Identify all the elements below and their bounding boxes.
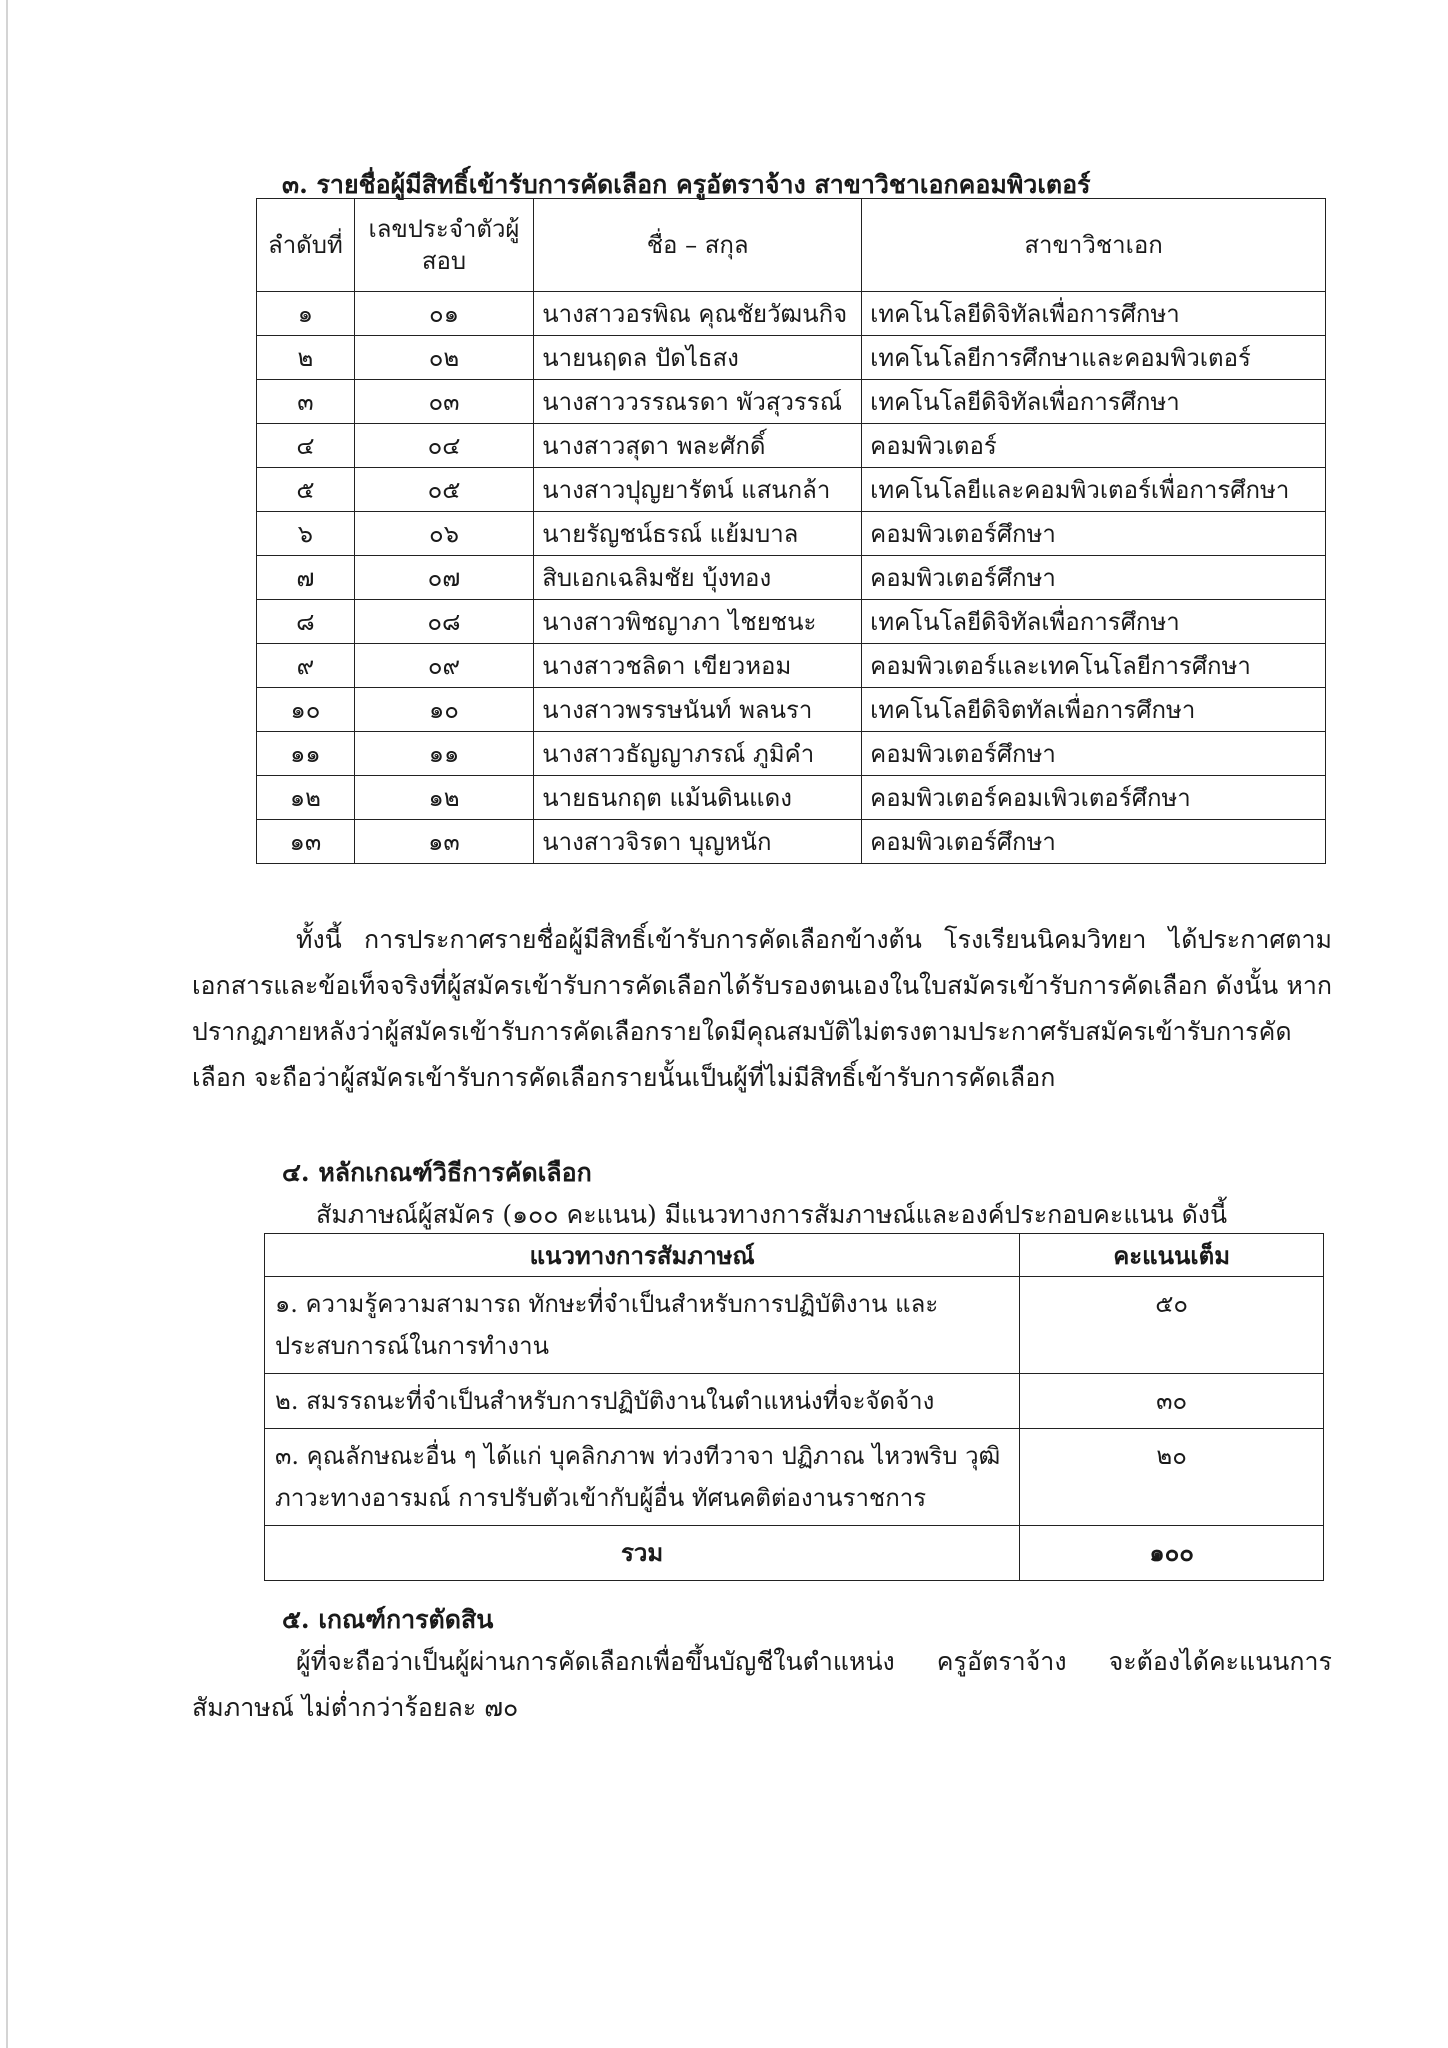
col-header-full-score: คะแนนเต็ม [1020, 1234, 1324, 1277]
criteria-score: ๕๐ [1020, 1277, 1324, 1374]
section4-intro: สัมภาษณ์ผู้สมัคร (๑๐๐ คะแนน) มีแนวทางการสัมภาษณ์และองค์ประกอบคะแนน ดังนี้ [316, 1200, 1228, 1229]
cell-order: ๔ [257, 424, 355, 468]
notice-text: ทั้งนี้ การประกาศรายชื่อผู้มีสิทธิ์เข้ารับการคัดเลือกข้างต้น โรงเรียนนิคมวิทยา ได้ประกาศตามเอกสารและข้อเท็จจริงที่ผู้สมัครเข้ารับการคัดเลือกได้รับรองตนเองในใบสมัครเข้ารับการคัดเลือก ดังนั้น หากปรากฏภายหลังว่าผู้สมัครเข้ารับการคัดเลือกรายใดมีคุณสมบัติไม่ตรงตามประกาศรับสมัครเข้ารับการคัดเลือก จะถือว่าผู้สมัครเข้ารับการคัดเลือกรายนั้นเป็นผู้ที่ไม่มีสิทธิ์เข้ารับการคัดเลือก [192, 925, 1332, 1092]
cell-order: ๑๑ [257, 732, 355, 776]
cell-order: ๕ [257, 468, 355, 512]
table-row [257, 292, 1326, 336]
cell-exam-id: ๐๕ [354, 468, 533, 512]
col-header-guideline: แนวทางการสัมภาษณ์ [265, 1234, 1020, 1277]
cell-major: คอมพิวเตอร์ศึกษา [862, 512, 1326, 556]
cell-exam-id: ๑๒ [354, 776, 533, 820]
cell-order: ๑๓ [257, 820, 355, 864]
section3-heading: ๓. รายชื่อผู้มีสิทธิ์เข้ารับการคัดเลือก ครูอัตราจ้าง สาขาวิชาเอกคอมพิวเตอร์ [282, 170, 1091, 199]
criteria-text: ๓. คุณลักษณะอื่น ๆ ได้แก่ บุคลิกภาพ ท่วงทีวาจา ปฏิภาณ ไหวพริบ วุฒิภาวะทางอารมณ์ การปรับตัวเข้ากับผู้อื่น ทัศนคติต่องานราชการ [265, 1429, 1020, 1526]
cell-order: ๑๐ [257, 688, 355, 732]
criteria-table [264, 1233, 1324, 1581]
scan-left-edge [6, 0, 8, 2048]
col-header-order: ลำดับที่ [257, 199, 355, 292]
cell-exam-id: ๐๖ [354, 512, 533, 556]
table-row [257, 336, 1326, 380]
cell-name: นางสาววรรณรดา พัวสุวรรณ์ [534, 380, 862, 424]
table-row [257, 644, 1326, 688]
cell-major: คอมพิวเตอร์คอมเพิวเตอร์ศึกษา [862, 776, 1326, 820]
cell-name: นางสาวพรรษนันท์ พลนรา [534, 688, 862, 732]
criteria-score: ๒๐ [1020, 1429, 1324, 1526]
table-row [257, 688, 1326, 732]
criteria-row [265, 1277, 1324, 1374]
cell-exam-id: ๐๘ [354, 600, 533, 644]
cell-major: คอมพิวเตอร์ศึกษา [862, 732, 1326, 776]
candidate-table-body [257, 292, 1326, 864]
total-label: รวม [265, 1526, 1020, 1581]
section5-paragraph [192, 1639, 1332, 1731]
col-header-major: สาขาวิชาเอก [862, 199, 1326, 292]
cell-name: นางสาวสุดา พละศักดิ์ [534, 424, 862, 468]
cell-order: ๓ [257, 380, 355, 424]
cell-exam-id: ๐๓ [354, 380, 533, 424]
table-row [257, 556, 1326, 600]
criteria-score: ๓๐ [1020, 1374, 1324, 1429]
table-row [257, 468, 1326, 512]
cell-order: ๑ [257, 292, 355, 336]
criteria-row [265, 1374, 1324, 1429]
criteria-text: ๒. สมรรถนะที่จำเป็นสำหรับการปฏิบัติงานในตำแหน่งที่จะจัดจ้าง [265, 1374, 1020, 1429]
cell-major: คอมพิวเตอร์และเทคโนโลยีการศึกษา [862, 644, 1326, 688]
cell-exam-id: ๑๓ [354, 820, 533, 864]
cell-major: เทคโนโลยีการศึกษาและคอมพิวเตอร์ [862, 336, 1326, 380]
cell-major: คอมพิวเตอร์ศึกษา [862, 820, 1326, 864]
criteria-table-body [265, 1277, 1324, 1526]
cell-name: นางสาวธัญญาภรณ์ ภูมิคำ [534, 732, 862, 776]
table-row [257, 600, 1326, 644]
col-header-name: ชื่อ – สกุล [534, 199, 862, 292]
col-header-exam-id: เลขประจำตัวผู้สอบ [354, 199, 533, 292]
cell-major: เทคโนโลยีดิจิทัลเพื่อการศึกษา [862, 380, 1326, 424]
cell-order: ๘ [257, 600, 355, 644]
table-row [257, 380, 1326, 424]
cell-major: เทคโนโลยีดิจิตทัลเพื่อการศึกษา [862, 688, 1326, 732]
criteria-text: ๑. ความรู้ความสามารถ ทักษะที่จำเป็นสำหรับการปฏิบัติงาน และประสบการณ์ในการทำงาน [265, 1277, 1020, 1374]
cell-exam-id: ๐๑ [354, 292, 533, 336]
cell-exam-id: ๑๑ [354, 732, 533, 776]
table-row [257, 776, 1326, 820]
cell-major: คอมพิวเตอร์ศึกษา [862, 556, 1326, 600]
cell-name: นางสาวอรพิณ คุณชัยวัฒนกิจ [534, 292, 862, 336]
cell-major: เทคโนโลยีและคอมพิวเตอร์เพื่อการศึกษา [862, 468, 1326, 512]
cell-exam-id: ๐๒ [354, 336, 533, 380]
cell-major: เทคโนโลยีดิจิทัลเพื่อการศึกษา [862, 292, 1326, 336]
cell-name: นางสาวพิชญาภา ไชยชนะ [534, 600, 862, 644]
cell-order: ๒ [257, 336, 355, 380]
cell-order: ๙ [257, 644, 355, 688]
table-row [257, 424, 1326, 468]
section4-heading: ๔. หลักเกณฑ์วิธีการคัดเลือก [282, 1158, 592, 1187]
table-row [257, 512, 1326, 556]
cell-order: ๑๒ [257, 776, 355, 820]
cell-name: นายนฤดล ปัดไธสง [534, 336, 862, 380]
criteria-row [265, 1429, 1324, 1526]
total-score: ๑๐๐ [1020, 1526, 1324, 1581]
cell-exam-id: ๐๔ [354, 424, 533, 468]
cell-exam-id: ๑๐ [354, 688, 533, 732]
cell-order: ๗ [257, 556, 355, 600]
cell-name: นางสาวปุญยารัตน์ แสนกล้า [534, 468, 862, 512]
table-row [257, 820, 1326, 864]
table-row [257, 732, 1326, 776]
section5-heading: ๕. เกณฑ์การตัดสิน [282, 1605, 494, 1634]
cell-major: คอมพิวเตอร์ [862, 424, 1326, 468]
notice-paragraph [192, 917, 1332, 1101]
cell-order: ๖ [257, 512, 355, 556]
section5-text: ผู้ที่จะถือว่าเป็นผู้ผ่านการคัดเลือกเพื่อขึ้นบัญชีในตำแหน่ง ครูอัตราจ้าง จะต้องได้คะแนนการสัมภาษณ์ ไม่ต่ำกว่าร้อยละ ๗๐ [192, 1647, 1332, 1722]
cell-name: นายธนกฤต แม้นดินแดง [534, 776, 862, 820]
criteria-total-row [265, 1526, 1324, 1581]
cell-major: เทคโนโลยีดิจิทัลเพื่อการศึกษา [862, 600, 1326, 644]
cell-name: นางสาวจิรดา บุญหนัก [534, 820, 862, 864]
cell-exam-id: ๐๗ [354, 556, 533, 600]
cell-exam-id: ๐๙ [354, 644, 533, 688]
cell-name: นางสาวชลิดา เขียวหอม [534, 644, 862, 688]
candidate-table [256, 198, 1326, 864]
cell-name: นายรัญชน์ธรณ์ แย้มบาล [534, 512, 862, 556]
cell-name: สิบเอกเฉลิมชัย บุ้งทอง [534, 556, 862, 600]
